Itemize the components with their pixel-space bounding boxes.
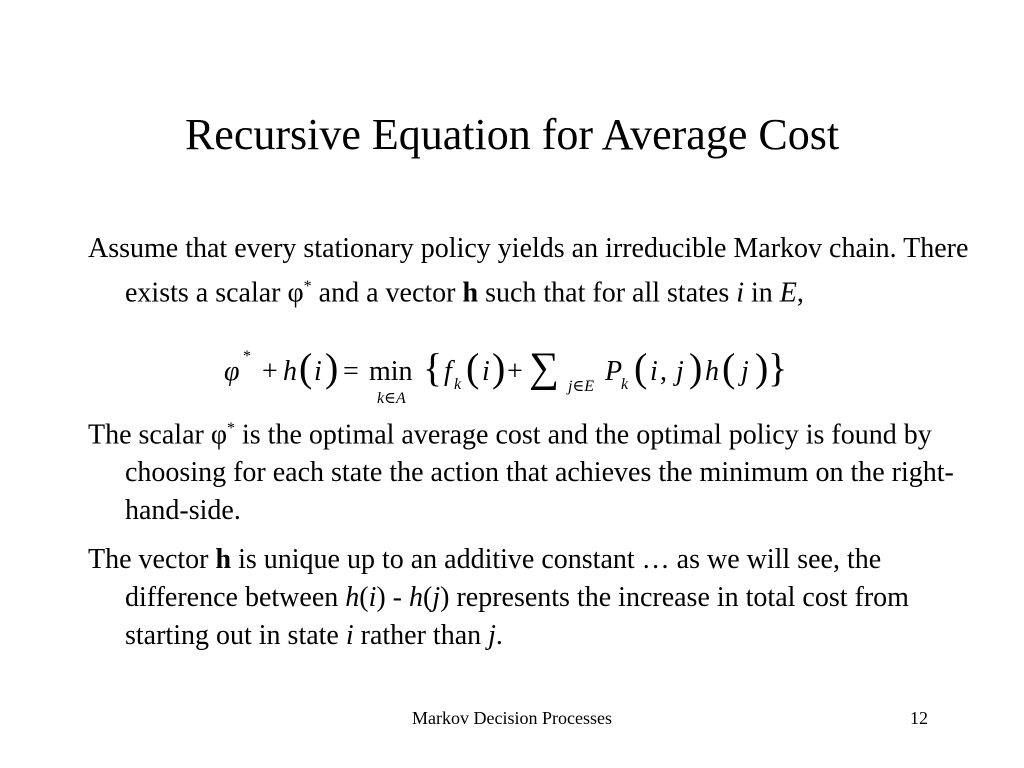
phi-symbol: φ bbox=[210, 419, 227, 451]
j-symbol: j bbox=[432, 582, 441, 613]
eq-equals: = bbox=[343, 356, 359, 387]
eq-h: h bbox=[705, 356, 719, 387]
eq-star: * bbox=[243, 348, 251, 365]
eq-P-subscript: k bbox=[621, 376, 629, 393]
eq-lparen: ( bbox=[299, 345, 313, 390]
text: is unique up to an additive constant … as we will see, the difference between bbox=[125, 544, 882, 613]
eq-left-brace: { bbox=[423, 345, 443, 390]
eq-i: i bbox=[314, 356, 322, 387]
paragraph-assumption bbox=[88, 230, 995, 312]
eq-rparen: ) bbox=[325, 345, 339, 390]
eq-min: min bbox=[369, 356, 413, 387]
eq-rparen: ) bbox=[492, 345, 506, 390]
h-symbol: h bbox=[345, 582, 360, 613]
page-number: 12 bbox=[910, 708, 928, 728]
eq-f: f bbox=[444, 356, 452, 387]
text: . bbox=[495, 620, 503, 651]
eq-j: j bbox=[741, 356, 749, 387]
eq-P: P bbox=[605, 356, 623, 387]
eq-sum-subscript: j∈E bbox=[568, 378, 595, 395]
text: is the optimal average cost and the optimal policy is found by choosing for each state the action that achieves the minimum on the right-hand-side. bbox=[125, 419, 954, 527]
paragraph-optimal-cost bbox=[88, 410, 995, 530]
text: represents the increase in total cost from starting out in state bbox=[125, 582, 909, 651]
bellman-equation bbox=[0, 345, 1024, 414]
text: ( bbox=[423, 582, 433, 613]
text: rather than bbox=[353, 620, 489, 651]
eq-h: h bbox=[283, 356, 297, 387]
eq-rparen: ) bbox=[689, 345, 703, 390]
text: Assume that every stationary policy yields an irreducible Markov chain. There exists a scalar bbox=[88, 233, 969, 309]
eq-right-brace: } bbox=[768, 345, 788, 390]
eq-rparen: ) bbox=[755, 345, 769, 390]
vector-h: h bbox=[462, 277, 479, 309]
text: , bbox=[796, 277, 804, 309]
eq-plus: + bbox=[262, 356, 278, 387]
star-superscript: * bbox=[227, 420, 235, 437]
eq-sum: ∑ bbox=[529, 345, 559, 391]
text: in bbox=[744, 277, 780, 309]
text: ) bbox=[440, 582, 450, 613]
text: such that for all states bbox=[478, 277, 737, 309]
star-superscript: * bbox=[303, 278, 312, 295]
eq-lparen: ( bbox=[634, 345, 648, 390]
text: The scalar bbox=[88, 419, 211, 451]
eq-comma: , bbox=[660, 356, 667, 387]
text: The vector bbox=[88, 544, 216, 575]
slide-title: Recursive Equation for Average Cost bbox=[184, 110, 840, 159]
j-symbol: j bbox=[488, 620, 496, 651]
eq-phi: φ bbox=[224, 356, 240, 387]
footer-title: Markov Decision Processes bbox=[412, 708, 612, 728]
eq-j: j bbox=[676, 356, 684, 387]
i-symbol: i bbox=[345, 620, 354, 651]
eq-f-subscript: k bbox=[454, 376, 462, 393]
eq-min-subscript: k∈A bbox=[377, 390, 406, 407]
phi-symbol: φ bbox=[287, 277, 304, 309]
eq-lparen: ( bbox=[722, 345, 736, 390]
h-symbol: h bbox=[409, 582, 424, 613]
paragraph-vector-h bbox=[88, 541, 995, 655]
eq-i: i bbox=[650, 356, 658, 387]
text: ) - bbox=[376, 582, 410, 613]
state-space-E: E bbox=[779, 277, 797, 309]
i-symbol: i bbox=[368, 582, 377, 613]
eq-lparen: ( bbox=[466, 345, 480, 390]
eq-i: i bbox=[482, 356, 490, 387]
text: and a vector bbox=[311, 277, 463, 309]
eq-plus: + bbox=[507, 356, 523, 387]
text: ( bbox=[359, 582, 369, 613]
state-i: i bbox=[736, 277, 745, 309]
vector-h: h bbox=[215, 544, 232, 575]
